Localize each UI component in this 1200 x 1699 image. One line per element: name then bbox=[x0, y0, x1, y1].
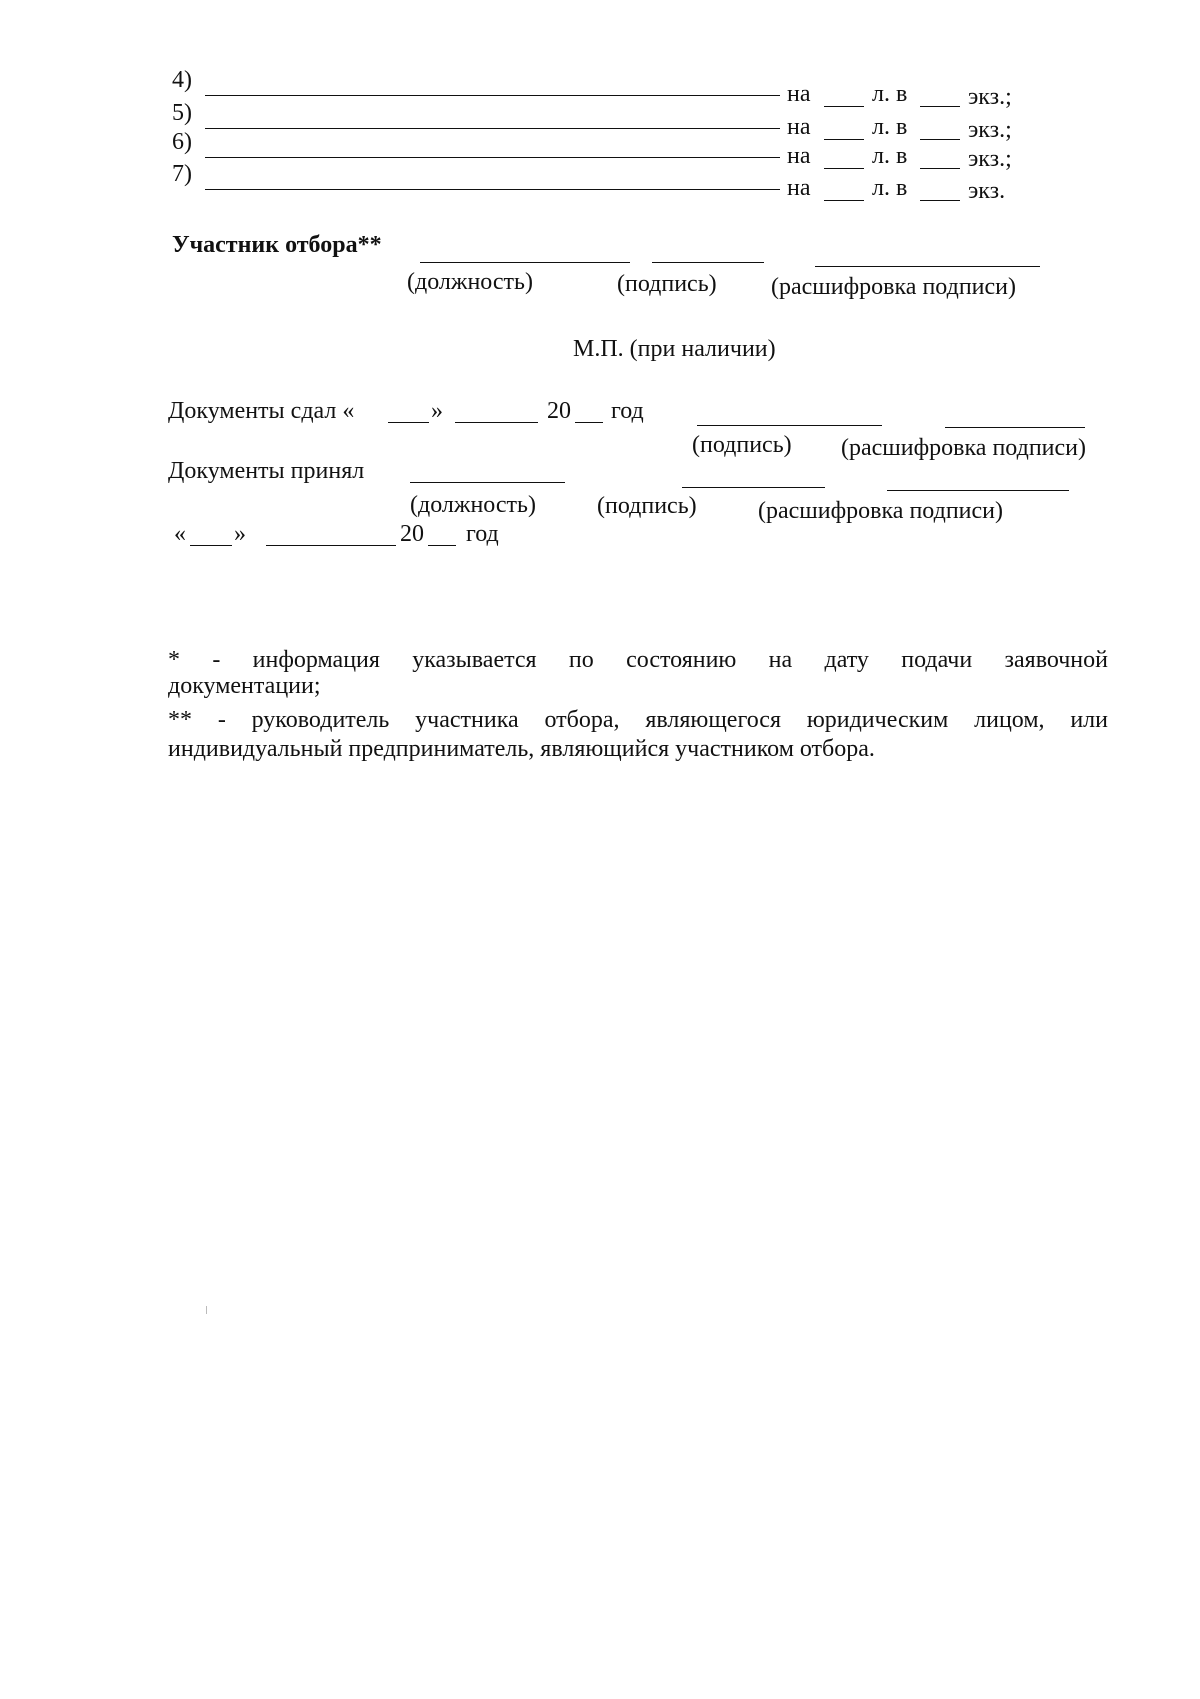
item-na-label: на bbox=[787, 114, 811, 140]
item-copies-line[interactable] bbox=[920, 200, 960, 201]
item-number: 4) bbox=[172, 67, 192, 93]
participant-decoding-line[interactable] bbox=[815, 266, 1040, 267]
received-month-line[interactable] bbox=[266, 545, 396, 546]
item-copies-label: экз. bbox=[968, 178, 1006, 204]
item-copies-line[interactable] bbox=[920, 168, 960, 169]
participant-position-caption: (должность) bbox=[407, 269, 533, 295]
received-year-line[interactable] bbox=[428, 545, 456, 546]
footnote-2-line-1: ** - руководитель участника отбора, являющегося юридическим лицом, или bbox=[168, 707, 1108, 733]
item-description-line[interactable] bbox=[205, 157, 780, 158]
item-sheets-label: л. в bbox=[872, 143, 908, 169]
item-sheets-label: л. в bbox=[872, 175, 908, 201]
footnote-2-line-2: индивидуальный предприниматель, являющийся участником отбора. bbox=[168, 736, 875, 762]
stamp-label: М.П. (при наличии) bbox=[573, 336, 776, 362]
participant-decoding-caption: (расшифровка подписи) bbox=[771, 274, 1016, 300]
item-copies-line[interactable] bbox=[920, 139, 960, 140]
received-day-line[interactable] bbox=[190, 545, 232, 546]
footnote-1-line-2: документации; bbox=[168, 673, 321, 699]
item-description-line[interactable] bbox=[205, 95, 780, 96]
received-signature-line[interactable] bbox=[682, 487, 825, 488]
handed-decoding-caption: (расшифровка подписи) bbox=[841, 435, 1086, 461]
scan-speck bbox=[206, 1306, 207, 1314]
item-copies-label: экз.; bbox=[968, 84, 1012, 110]
item-sheets-line[interactable] bbox=[824, 139, 864, 140]
item-number: 6) bbox=[172, 129, 192, 155]
handed-decoding-line[interactable] bbox=[945, 427, 1085, 428]
item-sheets-line[interactable] bbox=[824, 200, 864, 201]
item-number: 5) bbox=[172, 100, 192, 126]
item-sheets-label: л. в bbox=[872, 114, 908, 140]
handed-year-prefix: 20 bbox=[547, 398, 571, 424]
item-description-line[interactable] bbox=[205, 189, 780, 190]
handed-signature-caption: (подпись) bbox=[692, 432, 792, 458]
handed-year-line[interactable] bbox=[575, 422, 603, 423]
participant-signature-caption: (подпись) bbox=[617, 271, 717, 297]
handed-label: Документы сдал « bbox=[168, 398, 355, 424]
item-number: 7) bbox=[172, 161, 192, 187]
participant-signature-line[interactable] bbox=[652, 262, 764, 263]
received-label: Документы принял bbox=[168, 458, 365, 484]
received-decoding-line[interactable] bbox=[887, 490, 1069, 491]
received-position-line[interactable] bbox=[410, 482, 565, 483]
handed-quote-close: » bbox=[431, 398, 443, 424]
item-na-label: на bbox=[787, 143, 811, 169]
received-quote-close: » bbox=[234, 521, 246, 547]
handed-month-line[interactable] bbox=[455, 422, 538, 423]
item-na-label: на bbox=[787, 175, 811, 201]
handed-signature-line[interactable] bbox=[697, 425, 882, 426]
item-copies-line[interactable] bbox=[920, 106, 960, 107]
received-position-caption: (должность) bbox=[410, 492, 536, 518]
item-copies-label: экз.; bbox=[968, 117, 1012, 143]
item-sheets-line[interactable] bbox=[824, 168, 864, 169]
received-year-prefix: 20 bbox=[400, 521, 424, 547]
item-description-line[interactable] bbox=[205, 128, 780, 129]
handed-year-suffix: год bbox=[611, 398, 644, 424]
item-sheets-line[interactable] bbox=[824, 106, 864, 107]
item-sheets-label: л. в bbox=[872, 81, 908, 107]
received-year-suffix: год bbox=[466, 521, 499, 547]
handed-day-line[interactable] bbox=[388, 422, 429, 423]
participant-position-line[interactable] bbox=[420, 262, 630, 263]
received-signature-caption: (подпись) bbox=[597, 493, 697, 519]
item-copies-label: экз.; bbox=[968, 146, 1012, 172]
participant-label: Участник отбора** bbox=[172, 232, 382, 258]
item-na-label: на bbox=[787, 81, 811, 107]
received-decoding-caption: (расшифровка подписи) bbox=[758, 498, 1003, 524]
footnote-1-line-1: * - информация указывается по состоянию на дату подачи заявочной bbox=[168, 647, 1108, 673]
received-quote-open: « bbox=[174, 521, 186, 547]
